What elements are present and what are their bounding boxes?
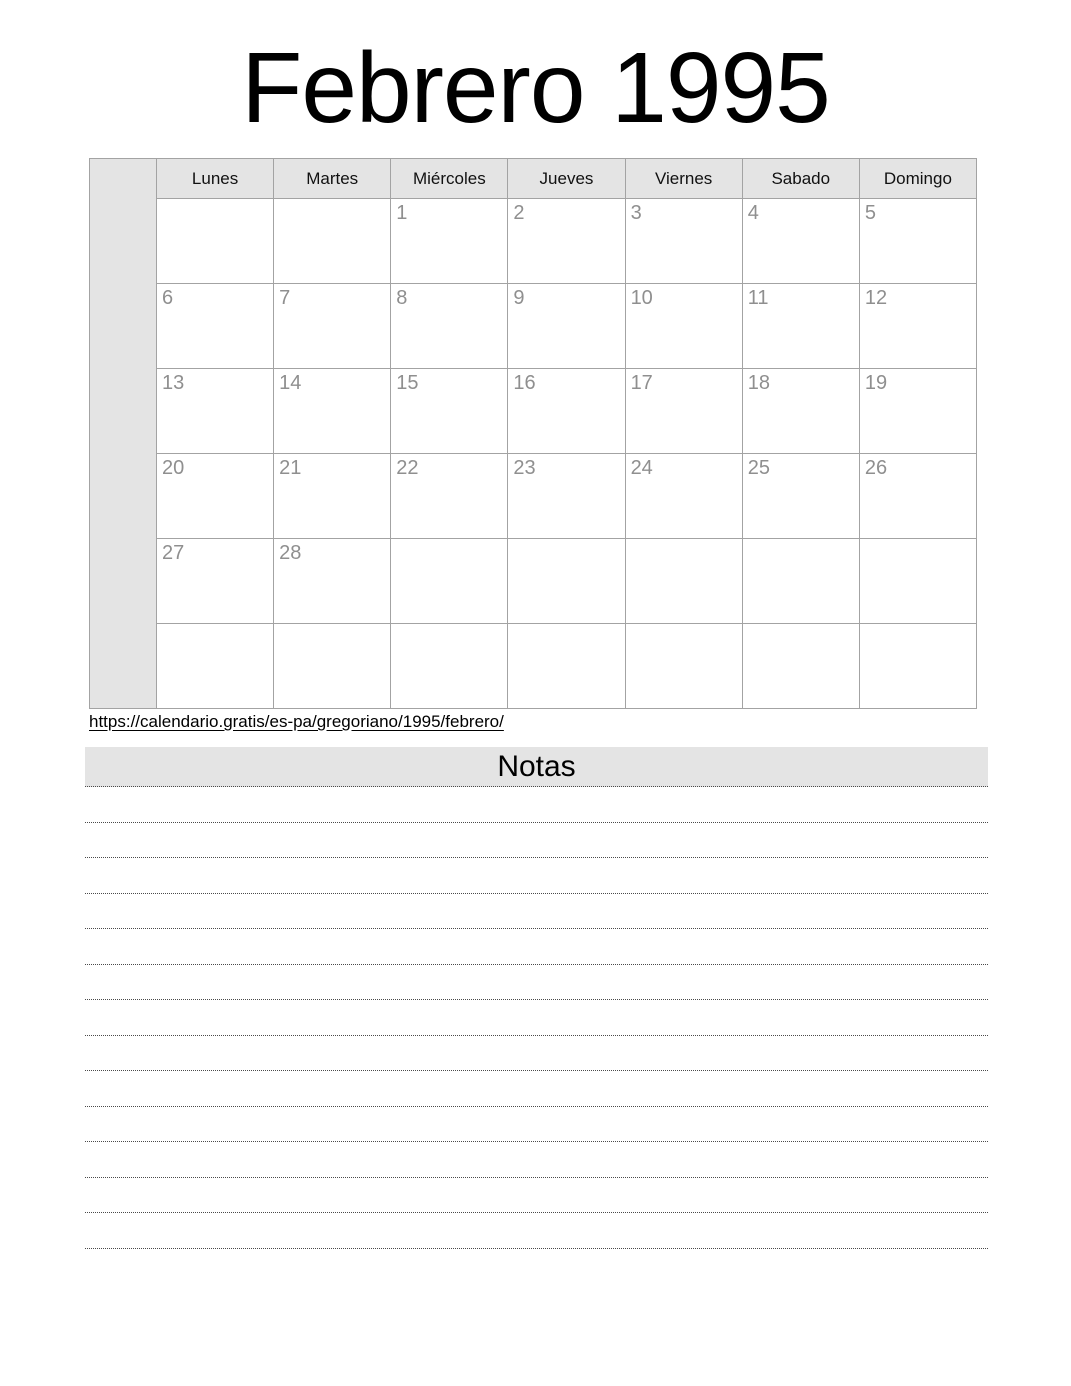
note-line	[85, 858, 988, 894]
calendar-day-cell	[508, 624, 625, 709]
calendar-day-cell	[157, 624, 274, 709]
day-number: 3	[630, 202, 642, 224]
calendar-table	[89, 158, 977, 709]
day-number	[743, 549, 748, 552]
calendar-day-cell	[625, 199, 742, 284]
day-number: 5	[864, 202, 876, 224]
day-number	[860, 634, 865, 637]
note-line	[85, 1178, 988, 1214]
day-number: 25	[747, 457, 770, 479]
note-line	[85, 965, 988, 1001]
day-number: 14	[279, 372, 302, 394]
day-number: 15	[396, 372, 419, 394]
calendar-day-cell	[508, 284, 625, 369]
day-number: 13	[162, 372, 185, 394]
calendar-day-cell	[508, 199, 625, 284]
calendar-container	[89, 158, 977, 709]
week-number-column	[90, 159, 157, 709]
calendar-day-cell	[859, 284, 976, 369]
day-number	[508, 634, 513, 637]
day-number	[391, 549, 396, 552]
day-number	[860, 549, 865, 552]
note-line	[85, 1036, 988, 1072]
calendar-day-cell	[157, 369, 274, 454]
calendar-day-cell	[625, 454, 742, 539]
day-number	[626, 634, 631, 637]
note-line	[85, 1000, 988, 1036]
day-number: 12	[864, 287, 888, 309]
day-number	[274, 634, 279, 637]
calendar-day-cell	[625, 369, 742, 454]
calendar-day-cell	[391, 454, 508, 539]
day-number: 17	[630, 372, 653, 394]
weekday-header-row	[90, 159, 977, 199]
day-number: 22	[396, 457, 419, 479]
calendar-day-cell	[508, 369, 625, 454]
calendar-day-cell	[859, 369, 976, 454]
note-line	[85, 1142, 988, 1178]
weekday-header-lunes: Lunes	[157, 159, 274, 199]
calendar-day-cell	[742, 284, 859, 369]
weekday-header-sabado: Sabado	[742, 159, 859, 199]
day-number	[157, 209, 162, 212]
weekday-header-viernes: Viernes	[625, 159, 742, 199]
calendar-day-cell	[391, 199, 508, 284]
day-number: 23	[513, 457, 536, 479]
calendar-day-cell	[391, 369, 508, 454]
weekday-header-miercoles: Miércoles	[391, 159, 508, 199]
note-line	[85, 1213, 988, 1249]
calendar-week-row	[90, 199, 977, 284]
calendar-day-cell	[157, 454, 274, 539]
calendar-week-row	[90, 454, 977, 539]
day-number: 24	[630, 457, 653, 479]
note-line	[85, 894, 988, 930]
weekday-header-domingo: Domingo	[859, 159, 976, 199]
day-number: 2	[513, 202, 525, 224]
calendar-day-cell	[391, 624, 508, 709]
calendar-day-cell	[157, 199, 274, 284]
note-line	[85, 823, 988, 859]
calendar-day-cell	[391, 284, 508, 369]
day-number: 11	[747, 287, 769, 309]
calendar-day-cell	[742, 539, 859, 624]
calendar-day-cell	[391, 539, 508, 624]
note-line	[85, 929, 988, 965]
calendar-day-cell	[742, 624, 859, 709]
notes-section	[85, 747, 988, 1249]
calendar-day-cell	[274, 199, 391, 284]
note-line	[85, 1071, 988, 1107]
calendar-week-row	[90, 369, 977, 454]
notes-title: Notas	[85, 747, 988, 787]
calendar-week-row	[90, 539, 977, 624]
calendar-week-row	[90, 624, 977, 709]
calendar-day-cell	[742, 454, 859, 539]
day-number: 28	[279, 542, 302, 564]
calendar-day-cell	[625, 539, 742, 624]
day-number: 7	[279, 287, 291, 309]
calendar-week-row	[90, 284, 977, 369]
note-line	[85, 1107, 988, 1143]
day-number: 9	[513, 287, 525, 309]
weekday-header-jueves: Jueves	[508, 159, 625, 199]
calendar-day-cell	[508, 539, 625, 624]
calendar-day-cell	[274, 454, 391, 539]
day-number: 21	[279, 457, 302, 479]
calendar-day-cell	[625, 624, 742, 709]
calendar-day-cell	[859, 539, 976, 624]
day-number	[391, 634, 396, 637]
calendar-day-cell	[157, 284, 274, 369]
calendar-day-cell	[274, 539, 391, 624]
weekday-header-martes: Martes	[274, 159, 391, 199]
day-number	[743, 634, 748, 637]
day-number: 8	[396, 287, 408, 309]
day-number: 1	[396, 202, 408, 224]
calendar-day-cell	[859, 199, 976, 284]
calendar-day-cell	[742, 369, 859, 454]
calendar-day-cell	[274, 284, 391, 369]
day-number	[274, 209, 279, 212]
calendar-day-cell	[742, 199, 859, 284]
calendar-day-cell	[274, 624, 391, 709]
day-number: 18	[747, 372, 770, 394]
day-number: 20	[162, 457, 185, 479]
calendar-day-cell	[859, 454, 976, 539]
calendar-day-cell	[157, 539, 274, 624]
day-number	[508, 549, 513, 552]
day-number: 4	[747, 202, 759, 224]
day-number	[157, 634, 162, 637]
note-line	[85, 787, 988, 823]
calendar-day-cell	[274, 369, 391, 454]
calendar-day-cell	[625, 284, 742, 369]
calendar-day-cell	[859, 624, 976, 709]
day-number: 26	[864, 457, 888, 479]
day-number: 27	[162, 542, 185, 564]
day-number	[626, 549, 631, 552]
day-number: 19	[864, 372, 888, 394]
page-title: Febrero 1995	[241, 32, 830, 144]
day-number: 6	[162, 287, 174, 309]
day-number: 16	[513, 372, 536, 394]
calendar-day-cell	[508, 454, 625, 539]
source-url-link[interactable]: https://calendario.gratis/es-pa/gregoriano/1995/febrero/	[89, 712, 504, 731]
day-number: 10	[630, 287, 653, 309]
